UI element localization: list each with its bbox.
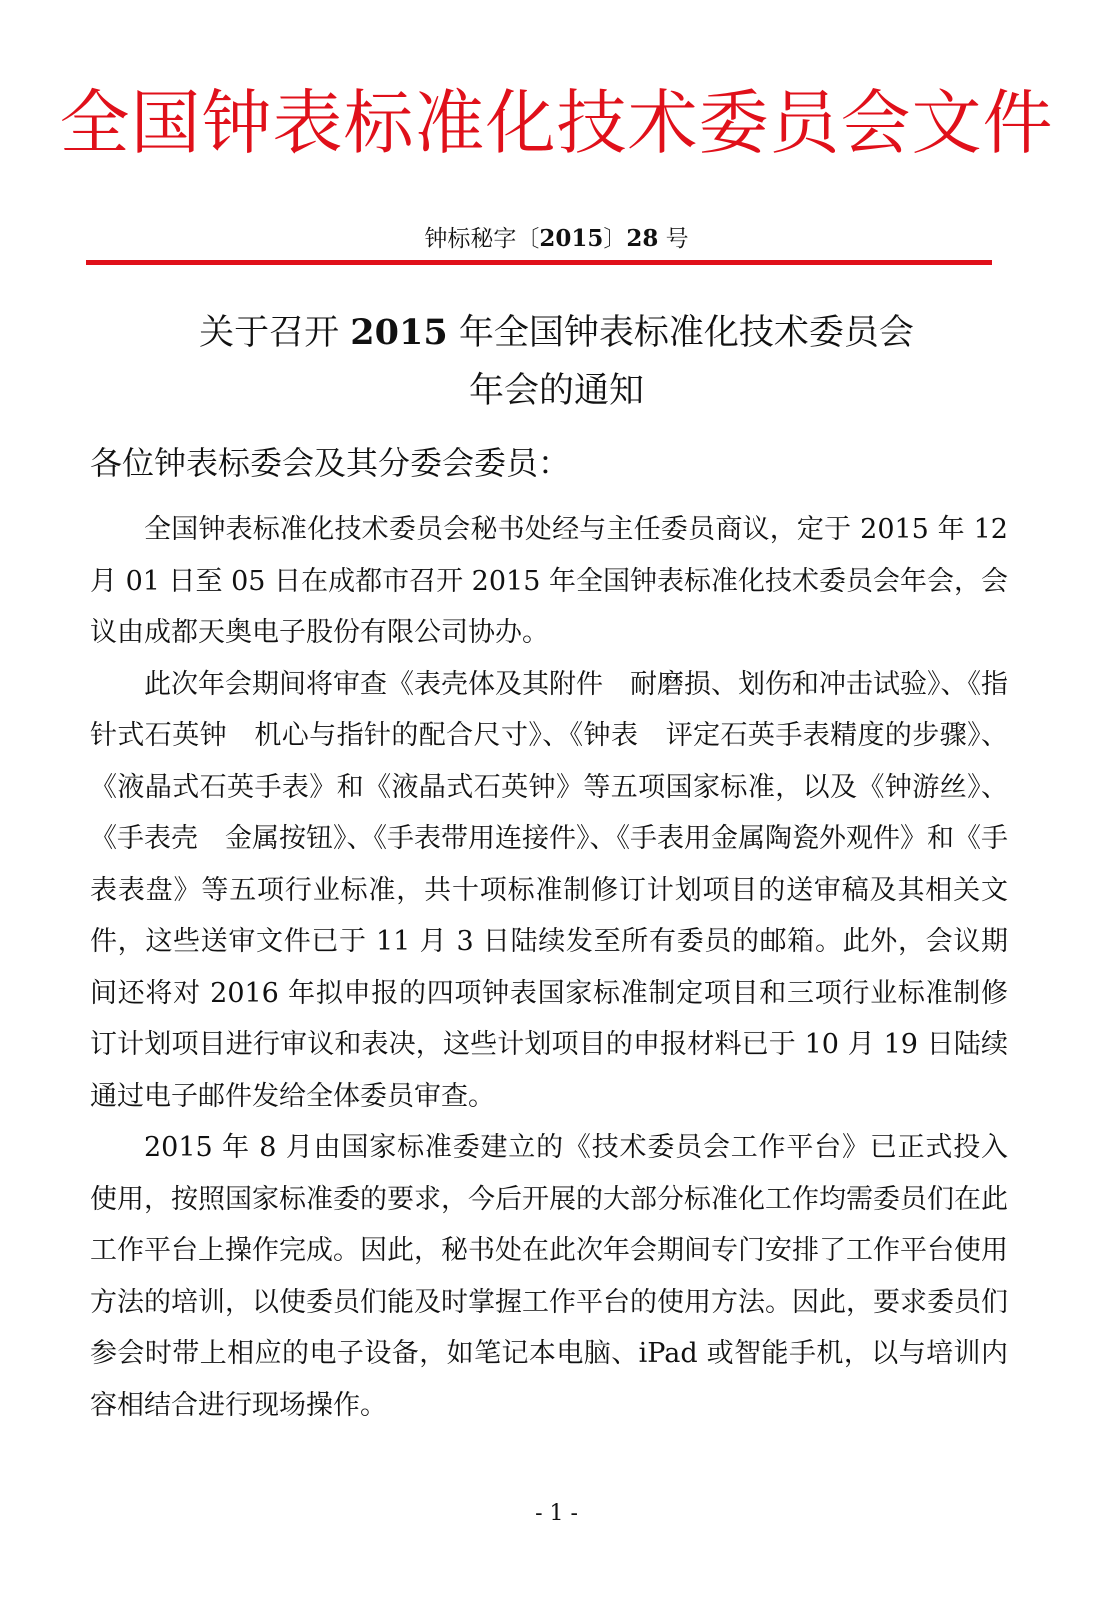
doc-number-num: 28 <box>626 225 659 252</box>
paragraph-1: 全国钟表标准化技术委员会秘书处经与主任委员商议，定于 2015 年 12 月 01 日至 05 日在成都市召开 2015 年全国钟表标准化技术委员会年会，会议由成都天奥电子股份有限公司协办。 <box>90 514 1008 648</box>
notice-title-line-2: 年会的通知 <box>468 371 644 411</box>
doc-number-year: 2015 <box>539 225 604 252</box>
doc-number-prefix: 钟标秘字〔 <box>424 226 540 252</box>
notice-title-post: 年全国钟表标准化技术委员会 <box>447 313 914 353</box>
document-number <box>0 224 1113 254</box>
notice-title-pre: 关于召开 <box>199 313 351 353</box>
document-header-title: 全国钟表标准化技术委员会文件 <box>59 82 1054 164</box>
body-text <box>90 504 1008 1431</box>
paragraph-2: 此次年会期间将审查《表壳体及其附件 耐磨损、划伤和冲击试验》、《指针式石英钟 机心与指针的配合尺寸》、《钟表 评定石英手表精度的步骤》、《液晶式石英手表》和《液晶式石英钟》等五项国家标准，以及《钟游丝》、《手表壳 金属按钮》、《手表带用连接件》、《手表用金属陶瓷外观件》和《手表表盘》等五项行业标准，共十项标准制修订计划项目的送审稿及其相关文件，这些送审文件已于 11 月 3 日陆续发至所有委员的邮箱。此外，会议期间还将对 2016 年拟申报的四项钟表国家标准制定项目和三项行业标准制修订计划项目进行审议和表决，这些计划项目的申报材料已于 10 月 19 日陆续通过电子邮件发给全体委员审查。 <box>90 668 1008 1112</box>
page-number: - 1 - <box>535 1501 578 1526</box>
notice-title-year: 2015 <box>350 312 448 353</box>
notice-title <box>0 304 1113 420</box>
paragraph-3: 2015 年 8 月由国家标准委建立的《技术委员会工作平台》已正式投入使用，按照国家标准委的要求，今后开展的大部分标准化工作均需委员们在此工作平台上操作完成。因此，秘书处在此次年会期间专门安排了工作平台使用方法的培训，以使委员们能及时掌握工作平台的使用方法。因此，要求委员们参会时带上相应的电子设备，如笔记本电脑、iPad 或智能手机，以与培训内容相结合进行现场操作。 <box>90 1132 1008 1421</box>
red-divider-rule <box>86 260 992 265</box>
doc-number-mid: 〕 <box>603 226 627 252</box>
doc-number-suffix: 号 <box>658 226 689 252</box>
salutation: 各位钟表标委会及其分委会委员： <box>90 444 571 482</box>
notice-title-line-1 <box>0 304 1113 362</box>
